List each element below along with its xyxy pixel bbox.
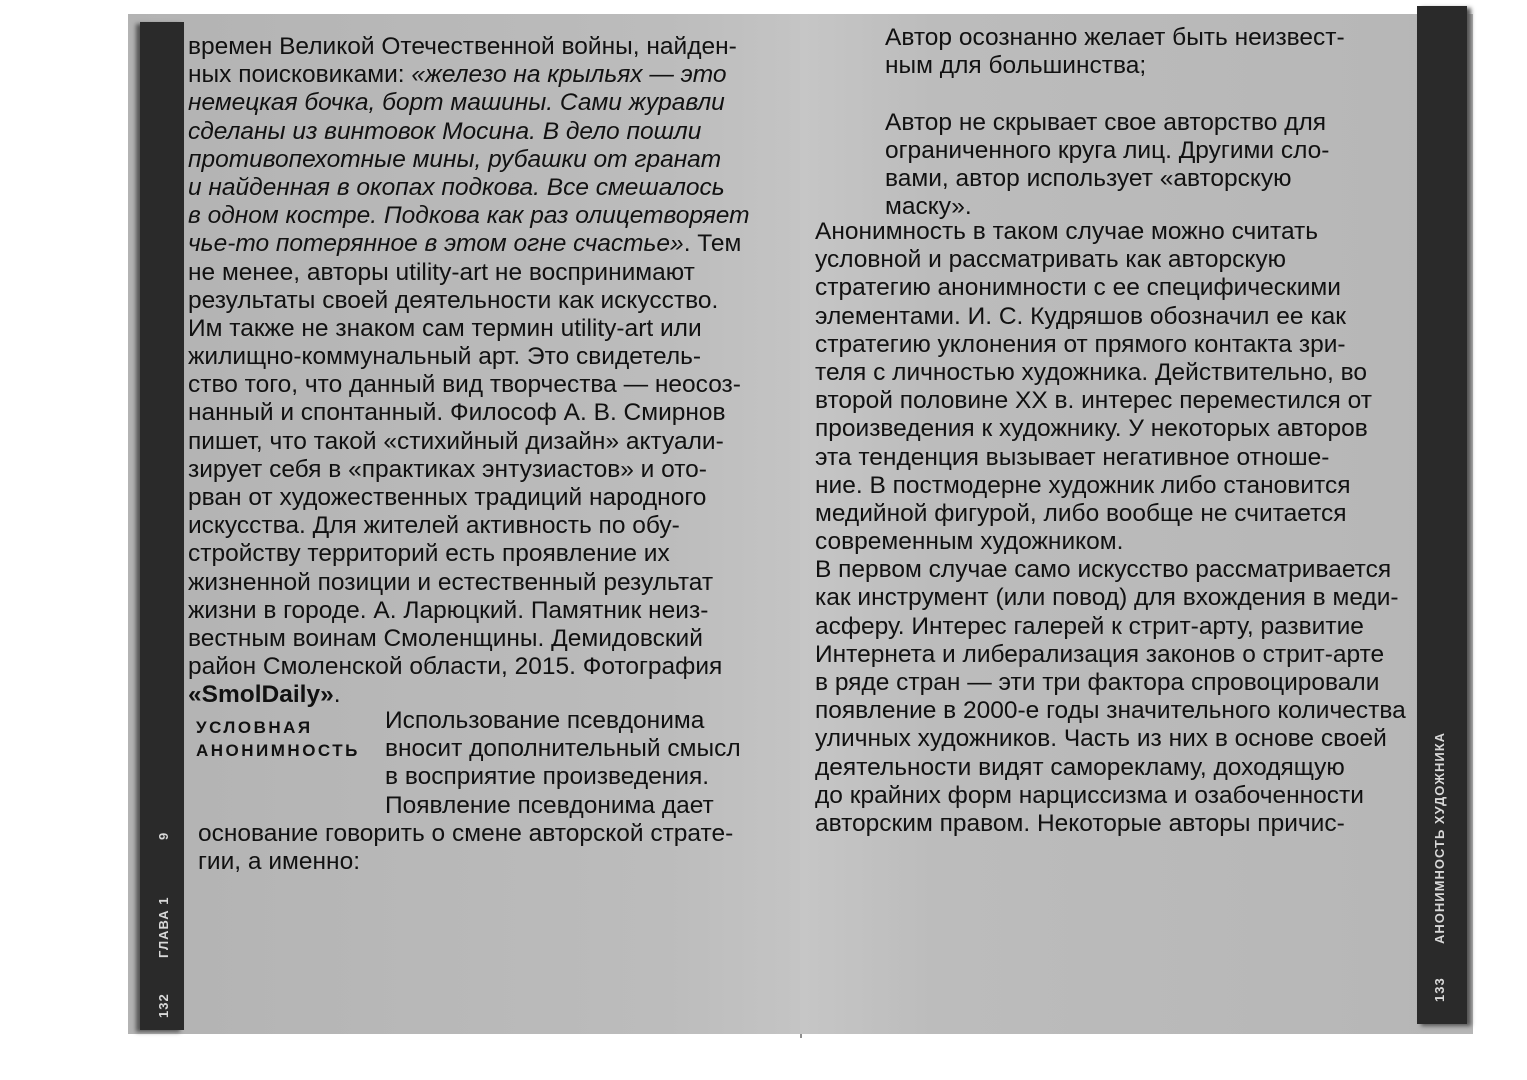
- text-line: Интернета и либерализация законов о стрит-арте: [815, 640, 1385, 668]
- text-line: ным для большинства;: [885, 52, 1147, 80]
- italic-quote-text: «железо на крыльях — это: [411, 61, 727, 89]
- text-line: Использование псевдонима: [385, 707, 705, 734]
- text-line: основание говорить о смене авторской страте-: [198, 820, 734, 847]
- text-line: [188, 61, 750, 89]
- text-line: до крайних форм нарциссизма и озабоченности: [815, 781, 1364, 809]
- text-line: [188, 202, 750, 230]
- text-line: Анонимность в таком случае можно считать: [815, 218, 1319, 245]
- text-line: [188, 118, 750, 146]
- text-segment: жилищно-коммунальный арт. Это свидетель-: [188, 343, 702, 371]
- text-line: в восприятие произведения.: [385, 763, 710, 791]
- book-spread: [128, 14, 1473, 1038]
- text-line: [188, 89, 750, 117]
- text-line: [188, 287, 750, 315]
- italic-quote-text: сделаны из винтовок Мосина. В дело пошли: [188, 117, 702, 145]
- text-segment: жизни в городе. А. Ларюцкий. Памятник неиз-: [188, 596, 709, 624]
- left-page-margin-strip: [140, 22, 184, 1030]
- text-segment: ных поисковиками:: [188, 61, 412, 89]
- bold-text: «SmolDaily»: [188, 681, 334, 709]
- text-line: Автор осознанно желает быть неизвест-: [885, 24, 1345, 51]
- right-page-number: 133: [1432, 977, 1447, 1002]
- text-segment: вестным воинам Смоленщины. Демидовский: [188, 624, 703, 652]
- text-segment: рван от художественных традиций народного: [188, 484, 707, 511]
- text-line: вами, автор использует «авторскую: [885, 164, 1292, 192]
- text-line: произведения к художнику. У некоторых авторов: [815, 415, 1368, 443]
- right-page-body: [815, 218, 1406, 838]
- italic-quote-text: противопехотные мины, рубашки от гранат: [188, 145, 722, 173]
- running-title: АНОНИМНОСТЬ ХУДОЖНИКА: [1432, 731, 1447, 944]
- text-line: В первом случае само искусство рассматривается: [815, 556, 1392, 584]
- text-line: [188, 146, 750, 174]
- text-line: [188, 569, 750, 597]
- text-line: [188, 597, 750, 625]
- text-segment: не менее, авторы utility-art не воспринимают: [188, 258, 695, 286]
- text-line: теля с личностью художника. Действительно, во: [815, 358, 1367, 386]
- text-line: стратегию анонимности с ее специфическими: [815, 274, 1341, 302]
- text-line: [188, 540, 750, 568]
- text-line: гии, а именно:: [198, 848, 361, 876]
- text-line: [188, 230, 750, 258]
- text-line: появление в 2000-е годы значительного количества: [815, 697, 1406, 725]
- text-segment: . Тем: [683, 230, 742, 258]
- text-segment: стройству территорий есть проявление их: [188, 540, 670, 568]
- text-line: [188, 681, 750, 709]
- text-line: [188, 33, 750, 61]
- chapter-label: ГЛАВА 1: [156, 896, 171, 958]
- text-line: [188, 456, 750, 484]
- section-heading-line: УСЛОВНАЯ: [196, 718, 313, 737]
- text-line: современным художником.: [815, 528, 1124, 556]
- text-line: маску».: [885, 193, 972, 221]
- italic-quote-text: немецкая бочка, борт машины. Сами журавли: [188, 89, 725, 117]
- text-line: ограниченного круга лиц. Другими сло-: [885, 136, 1330, 164]
- text-segment: пишет, что такой «стихийный дизайн» актуали-: [188, 427, 724, 455]
- text-line: стратегию уклонения от прямого контакта зри-: [815, 330, 1346, 358]
- italic-quote-text: чье-то потерянное в этом огне счастье»: [188, 230, 684, 258]
- section-heading-line: АНОНИМНОСТЬ: [196, 741, 360, 760]
- text-segment: результаты своей деятельности как искусство.: [188, 286, 719, 314]
- text-line: [188, 343, 750, 371]
- text-line: деятельности видят саморекламу, доходящую: [815, 753, 1345, 781]
- left-page-number: 132: [156, 993, 171, 1018]
- text-line: асферу. Интерес галерей к стрит-арту, развитие: [815, 612, 1364, 640]
- text-segment: зирует себя в «практиках энтузиастов» и ото-: [188, 455, 707, 483]
- text-line: [188, 428, 750, 456]
- text-line: [188, 625, 750, 653]
- left-page: [128, 14, 800, 1034]
- text-line: вносит дополнительный смысл: [385, 735, 741, 763]
- text-line: в ряде стран — эти три фактора спровоцировали: [815, 669, 1380, 696]
- text-line: эта тенденция вызывает негативное отноше-: [815, 443, 1330, 471]
- text-segment: район Смоленской области, 2015. Фотография: [188, 653, 723, 681]
- right-page: [800, 14, 1473, 1034]
- text-segment: .: [333, 681, 341, 709]
- text-segment: жизненной позиции и естественный результат: [188, 568, 714, 596]
- text-line: ние. В постмодерне художник либо становится: [815, 471, 1351, 499]
- text-line: [188, 259, 750, 287]
- text-line: [188, 371, 750, 399]
- text-line: [188, 315, 750, 343]
- text-line: медийной фигурой, либо вообще не считается: [815, 499, 1347, 527]
- italic-quote-text: и найденная в окопах подкова. Все смешалось: [188, 173, 725, 201]
- text-segment: Им также не знаком сам термин utility-art или: [188, 314, 702, 342]
- left-page-body: [188, 33, 750, 710]
- text-line: [188, 174, 750, 202]
- text-line: как инструмент (или повод) для вхождения в меди-: [815, 584, 1399, 612]
- text-line: Автор не скрывает свое авторство для: [885, 108, 1327, 136]
- text-segment: нанный и спонтанный. Философ А. В. Смирнов: [188, 399, 726, 427]
- italic-quote-text: в одном костре. Подкова как раз олицетворяет: [188, 202, 750, 230]
- figure-number: 9: [156, 831, 171, 840]
- right-page-list: [885, 24, 1345, 221]
- section-heading: [196, 716, 360, 762]
- section-body-continued: [198, 820, 733, 876]
- text-line: [188, 399, 750, 427]
- text-segment: искусства. Для жителей активность по обу-: [188, 512, 680, 540]
- text-line: условной и рассматривать как авторскую: [815, 246, 1286, 274]
- text-segment: ство того, что данный вид творчества — неосоз-: [188, 371, 741, 399]
- text-segment: времен Великой Отечественной войны, найден-: [188, 33, 737, 60]
- text-line: [188, 653, 750, 681]
- text-line: Появление псевдонима дает: [385, 791, 714, 819]
- text-line: второй половине XX в. интерес переместился от: [815, 387, 1372, 415]
- text-line: [188, 512, 750, 540]
- text-line: элементами. И. С. Кудряшов обозначил ее как: [815, 302, 1346, 330]
- text-line: уличных художников. Часть из них в основе своей: [815, 725, 1387, 753]
- text-line: [188, 484, 750, 512]
- section-body: [385, 707, 741, 820]
- text-line: [885, 80, 1345, 108]
- text-line: авторским правом. Некоторые авторы причис-: [815, 809, 1345, 837]
